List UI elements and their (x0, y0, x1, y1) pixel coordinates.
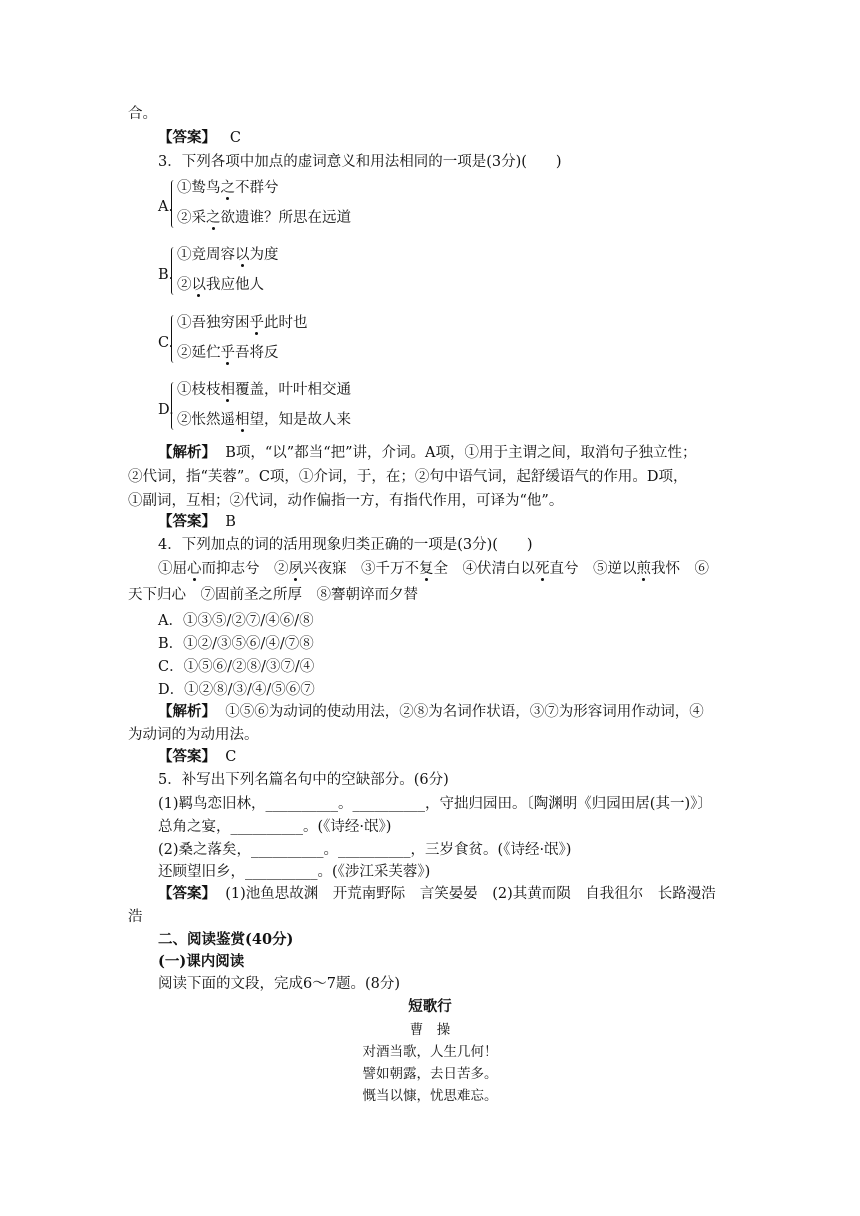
q3-option-c-label: C. (158, 335, 174, 351)
q3-analysis-line-1: 【解析】 B项，“以”都当“把”讲，介词。A项，①用于主谓之间，取消句子独立性； (158, 444, 697, 461)
q4-analysis-line-2: 为动词的为动用法。 (128, 727, 259, 743)
poem-line-3: 慨当以慷，忧思难忘。 (362, 1088, 498, 1104)
q4-choice-a: A．①③⑤/②⑦/④⑥/⑧ (158, 613, 314, 629)
q4-analysis-line-1: 【解析】 ①⑤⑥为动词的使动用法，②⑧为名词作状语，③⑦为形容词用作动词，④ (158, 703, 704, 720)
q5-line-1: (1)羁鸟恋旧林，__________。__________，守拙归园田。〔陶渊明《归园田居(其一)》〕 (158, 796, 712, 812)
answer-label: 【答案】 (158, 129, 216, 146)
top-fragment: 合。 (128, 106, 157, 122)
poem-line-2: 譬如朝露，去日苦多。 (362, 1066, 498, 1082)
q4-choice-b: B．①②/③⑤⑥/④/⑦⑧ (158, 636, 314, 652)
poem-author: 曹 操 (409, 1022, 451, 1038)
poem-title: 短歌行 (408, 998, 452, 1015)
q3-option-d-item-2: ②怅然遥相望，知是故人来 (177, 412, 351, 428)
q5-line-3: (2)桑之落矣，__________。__________，三岁食贫。(《诗经·氓》) (158, 842, 572, 858)
q3-option-c-item-2: ②延伫乎吾将反 (177, 345, 279, 361)
q3-option-c-item-1: ①吾独穷困乎此时也 (177, 315, 308, 331)
q5-line-4: 还顾望旧乡，__________。(《涉江采芙蓉》) (158, 864, 431, 880)
q3-stem: 3．下列各项中加点的虚词意义和用法相同的一项是(3分)( ) (158, 154, 562, 170)
reading-intro: 阅读下面的文段，完成6～7题。(8分) (158, 976, 400, 992)
q4-choice-c: C．①⑤⑥/②⑧/③⑦/④ (158, 659, 315, 675)
q3-option-b-item-1: ①竞周容以为度 (177, 247, 279, 263)
q3-option-d-item-1: ①枝枝相覆盖，叶叶相交通 (177, 382, 351, 398)
q5-answer-line-2: 浩 (128, 909, 143, 925)
q3-option-a-label: A. (158, 199, 174, 215)
q4-answer-line: 【答案】 C (158, 748, 237, 765)
q2-answer: C (229, 130, 241, 146)
q5-line-2: 总角之宴，__________。(《诗经·氓》) (158, 819, 392, 835)
q3-option-a-item-2: ②采之欲遗谁？所思在远道 (177, 210, 351, 226)
q3-option-a-item-1: ①鸷鸟之不群兮 (177, 180, 279, 196)
poem-line-1: 对酒当歌，人生几何！ (362, 1044, 498, 1060)
q2-answer-line (158, 128, 241, 148)
q4-stem: 4．下列加点的词的活用现象归类正确的一项是(3分)( ) (158, 537, 533, 553)
q3-answer-line: 【答案】 B (158, 513, 236, 530)
section-2-subheading: (一)课内阅读 (158, 953, 245, 970)
q4-choice-d: D．①②⑧/③/④/⑤⑥⑦ (158, 682, 315, 698)
q3-analysis-line-2: ②代词，指“芙蓉”。C项，①介词，于，在；②句中语气词，起舒缓语气的作用。D项， (128, 469, 688, 485)
section-2-heading: 二、阅读鉴赏(40分) (158, 931, 294, 948)
q5-stem: 5．补写出下列名篇名句中的空缺部分。(6分) (158, 772, 449, 788)
q3-option-b-label: B. (158, 267, 174, 283)
q4-items-line-1: ①屈心而抑志兮 ②夙兴夜寐 ③千万不复全 ④伏清白以死直兮 ⑤逆以煎我怀 ⑥ (158, 561, 709, 577)
q4-items-line-2: 天下归心 ⑦固前圣之所厚 ⑧謇朝谇而夕替 (128, 587, 418, 603)
q3-analysis-line-3: ①副词，互相；②代词，动作偏指一方，有指代作用，可译为“他”。 (128, 493, 564, 509)
q3-option-b-item-2: ②以我应他人 (177, 277, 264, 293)
q5-answer-line-1: 【答案】 (1)池鱼思故渊 开荒南野际 言笑晏晏 (2)其黄而陨 自我徂尔 长路漫浩 (158, 885, 716, 902)
q3-option-d-label: D. (158, 402, 174, 418)
